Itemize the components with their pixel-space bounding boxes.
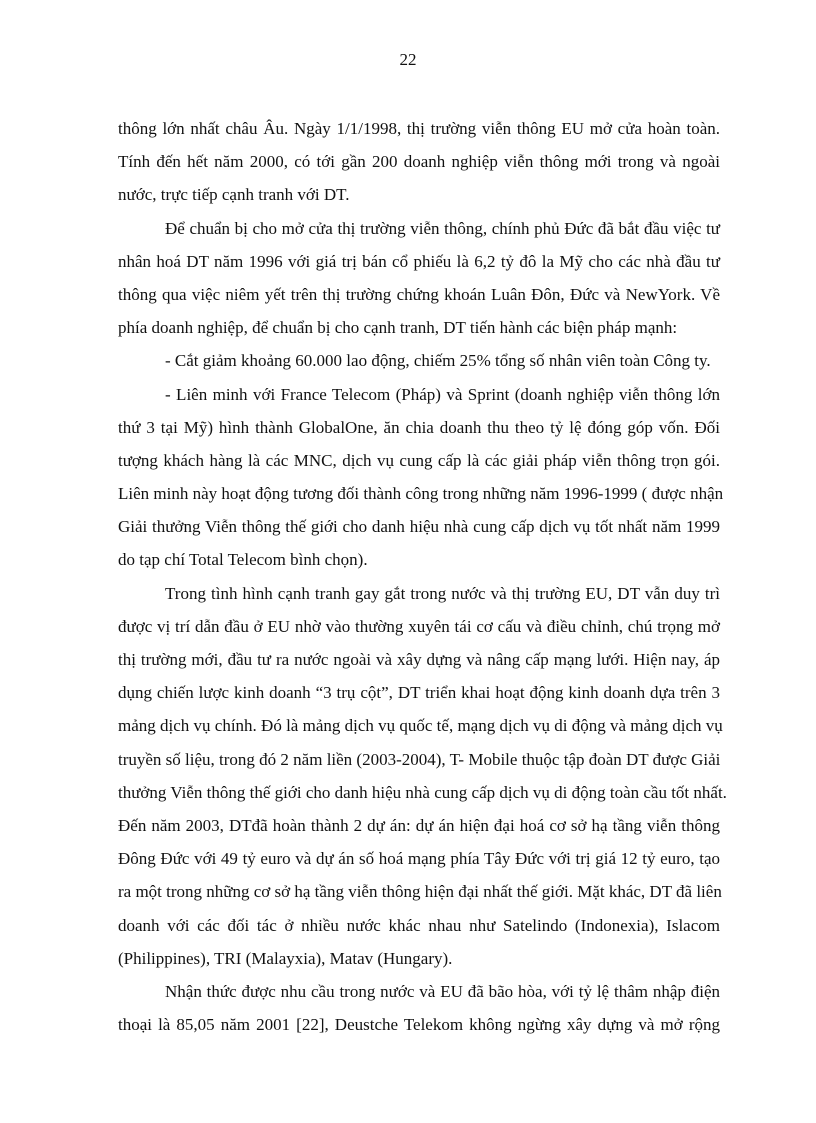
text-line: Nhận thức được nhu cầu trong nước và EU đã bão hòa, với tỷ lệ thâm nhập điện (165, 981, 720, 1001)
text-line: Giải thưởng Viễn thông thế giới cho danh hiệu nhà cung cấp dịch vụ tốt nhất năm 1999 (118, 517, 720, 537)
text-line: phía doanh nghiệp, để chuẩn bị cho cạnh tranh, DT tiến hành các biện pháp mạnh: (118, 318, 678, 338)
text-line: Đến năm 2003, DTđã hoàn thành 2 dự án: dự án hiện đại hoá cơ sở hạ tầng viễn thông (118, 815, 720, 835)
text-line: tượng khách hàng là các MNC, dịch vụ cung cấp là các giải pháp viễn thông trọn gói. (118, 450, 720, 470)
text-line: thưởng Viễn thông thế giới cho danh hiệu nhà cung cấp dịch vụ di động toàn cầu tốt nhất. (118, 782, 727, 802)
text-line: nhân hoá DT năm 1996 với giá trị bán cổ phiếu là 6,2 tỷ đô la Mỹ cho các nhà đầu tư (118, 251, 720, 271)
text-line: thông lớn nhất châu Âu. Ngày 1/1/1998, thị trường viễn thông EU mở cửa hoàn toàn. (118, 119, 720, 138)
text-line: (Philippines), TRI (Malayxia), Matav (Hungary). (118, 948, 453, 968)
page-number: 22 (399, 50, 417, 69)
text-line: được vị trí dẫn đầu ở EU nhờ vào thường xuyên tái cơ cấu và điều chỉnh, chú trọng mở (118, 616, 720, 636)
text-line: nước, trực tiếp cạnh tranh với DT. (118, 185, 350, 205)
text-line: Tính đến hết năm 2000, có tới gần 200 doanh nghiệp viễn thông mới trong và ngoài (118, 152, 720, 172)
text-line: thị trường mới, đầu tư ra nước ngoài và xây dựng và nâng cấp mạng lưới. Hiện nay, áp (118, 650, 720, 669)
text-line: thoại là 85,05 năm 2001 [22], Deustche Telekom không ngừng xây dựng và mở rộng (118, 1015, 720, 1035)
text-line: ra một trong những cơ sở hạ tầng viễn thông hiện đại nhất thế giới. Mặt khác, DT đã liên (118, 882, 722, 902)
text-line: thông qua việc niêm yết trên thị trường chứng khoán Luân Đôn, Đức và NewYork. Về (118, 284, 720, 304)
text-line: Để chuẩn bị cho mở cửa thị trường viễn thông, chính phủ Đức đã bắt đầu việc tư (165, 218, 720, 238)
text-line: Trong tình hình cạnh tranh gay gắt trong nước và thị trường EU, DT vẫn duy trì (165, 583, 720, 603)
text-line: Đông Đức với 49 tỷ euro và dự án số hoá mạng phía Tây Đức với trị giá 12 tỷ euro, tạo (118, 849, 720, 869)
document-body (118, 112, 727, 1041)
text-line: Liên minh này hoạt động tương đối thành công trong những năm 1996-1999 ( được nhận (118, 484, 724, 504)
text-line: doanh với các đối tác ở nhiều nước khác nhau như Satelindo (Indonexia), Islacom (118, 915, 720, 935)
text-line: truyền số liệu, trong đó 2 năm liền (2003-2004), T- Mobile thuộc tập đoàn DT được Giải (118, 749, 721, 769)
text-line: mảng dịch vụ chính. Đó là mảng dịch vụ quốc tế, mạng dịch vụ di động và mảng dịch vụ (118, 716, 723, 736)
bullet-line: - Cắt giảm khoảng 60.000 lao động, chiếm 25% tổng số nhân viên toàn Công ty. (165, 351, 711, 371)
text-line: thứ 3 tại Mỹ) hình thành GlobalOne, ăn chia doanh thu theo tỷ lệ đóng góp vốn. Đối (118, 417, 720, 437)
bullet-line: - Liên minh với France Telecom (Pháp) và Sprint (doanh nghiệp viễn thông lớn (165, 384, 720, 404)
text-line: do tạp chí Total Telecom bình chọn). (118, 550, 368, 570)
text-line: dụng chiến lược kinh doanh “3 trụ cột”, DT triển khai hoạt động kinh doanh dựa trên 3 (118, 683, 720, 703)
